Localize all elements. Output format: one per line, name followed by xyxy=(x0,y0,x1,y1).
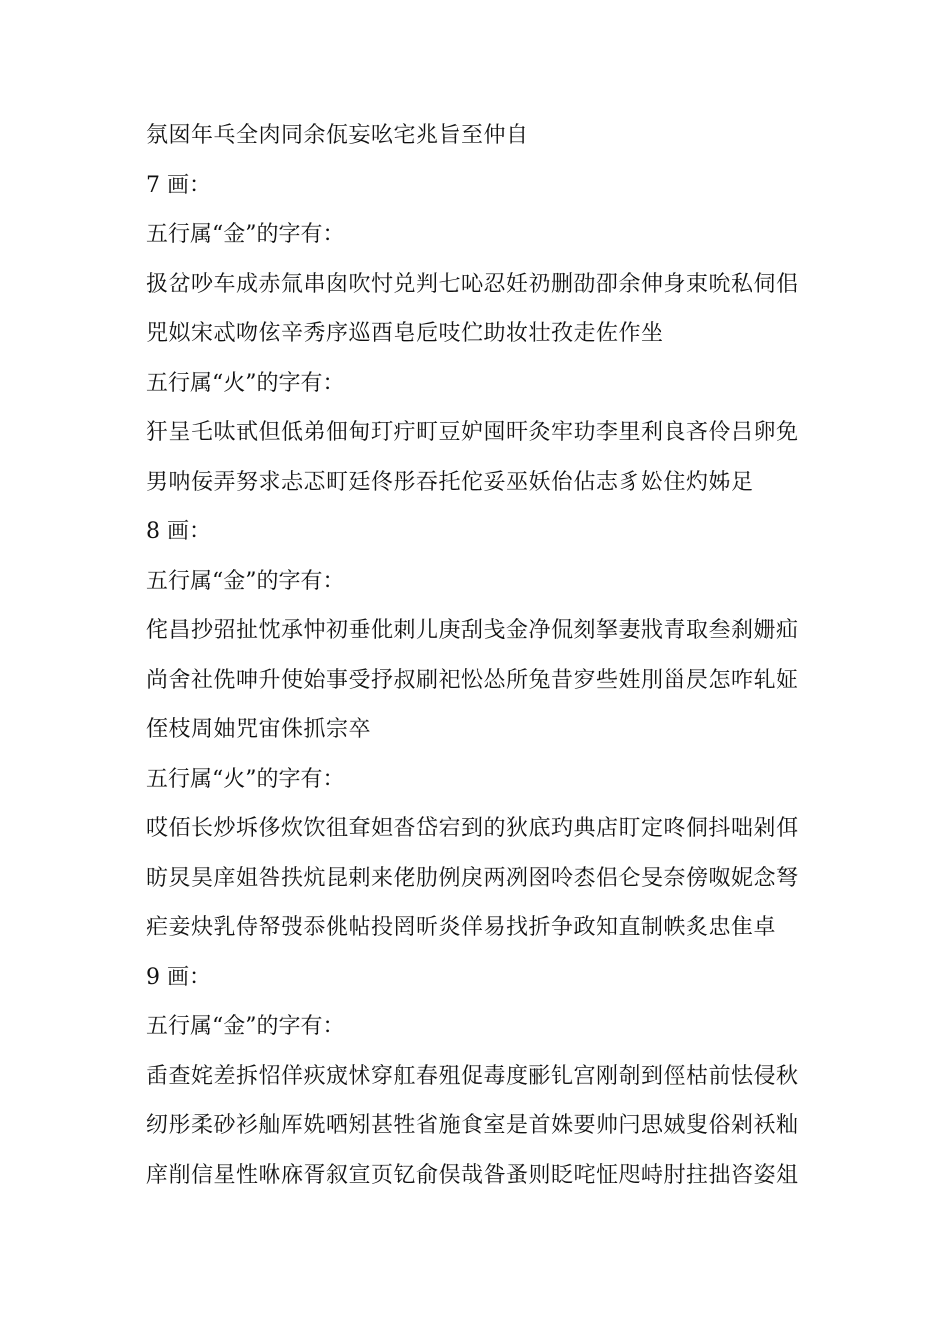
text-line: 犴呈乇呔甙但低弟佃甸玎疔町豆妒囤旰灸牢玏李里利良吝伶吕卵免 xyxy=(146,420,799,445)
element-heading: 五行属“金”的字有： xyxy=(146,222,345,247)
element-heading: 五行属“火”的字有： xyxy=(146,370,345,396)
stroke-count-heading: 7 画： xyxy=(146,172,211,198)
text-line: 庠削信星性咻庥胥叙宣页钇俞俣哉昝蚤则眨咤怔咫峙肘拄拙咨姿俎 xyxy=(146,1162,799,1188)
text-line: 兕姒宋忒吻伭辛秀序巡酉皂卮吱伫助妆壮孜走佐作坐 xyxy=(146,321,664,346)
text-line: 尚舍社侁呻升使始事受抒叔刷祀忪怂所兔昔穸些姓刖甾昃怎咋轧姃 xyxy=(146,667,799,693)
element-heading: 五行属“金”的字有： xyxy=(146,568,345,594)
text-line: 男呐佞弄努求忐忑町廷佟彤吞托佗妥巫妖佁佔志豸妐住灼姊足 xyxy=(146,469,754,495)
element-heading: 五行属“金”的字有： xyxy=(146,1014,345,1039)
stroke-count-heading: 8 画： xyxy=(146,519,211,544)
text-line: 侘昌抄弨扯忱承忡初垂仳刺儿庚刮戋金净侃刻拏妻戕青取叁刹姗疝 xyxy=(146,618,799,643)
text-line: 扱岔吵车成赤氚串囱吹忖兑判七吣忍妊礽删劭卲余伸身束吮私伺佀 xyxy=(146,271,799,297)
document-body xyxy=(146,118,816,1207)
text-line: 侄枝周妯咒宙侏抓宗卒 xyxy=(146,717,372,742)
text-line: 昉炅昊庠姐咎抶炕昆剌来佬肋例戾两冽囹呤枩侣仑旻奈傍呶妮念弩 xyxy=(146,865,799,891)
text-line: 纫彤柔砂衫舢厍姺哂矧甚牲省施食室是首姝要帅闩思娀叟俗剁袄籼 xyxy=(146,1113,799,1138)
element-heading: 五行属“火”的字有： xyxy=(146,766,345,792)
stroke-count-heading: 9 画： xyxy=(146,964,211,990)
text-line: 臿查姹差拆怊佯疢宬怵穿舡春殂促毒度彨钆宫刚剞到俓枯前怯侵秋 xyxy=(146,1063,799,1089)
text-line: 疟妾炔乳侍帑弢忝佻帖投罔昕炎佯易找折争政知直制帙炙忠隹卓 xyxy=(146,915,777,940)
text-line: 氛囡年乓全肉同余佤妄吆宅兆旨至仲自 xyxy=(146,123,529,148)
text-line: 哎佰长炒坼侈炊饮徂耷妲沓岱宕到的狄底玓典店盯定咚侗抖咄剁佴 xyxy=(146,816,799,841)
